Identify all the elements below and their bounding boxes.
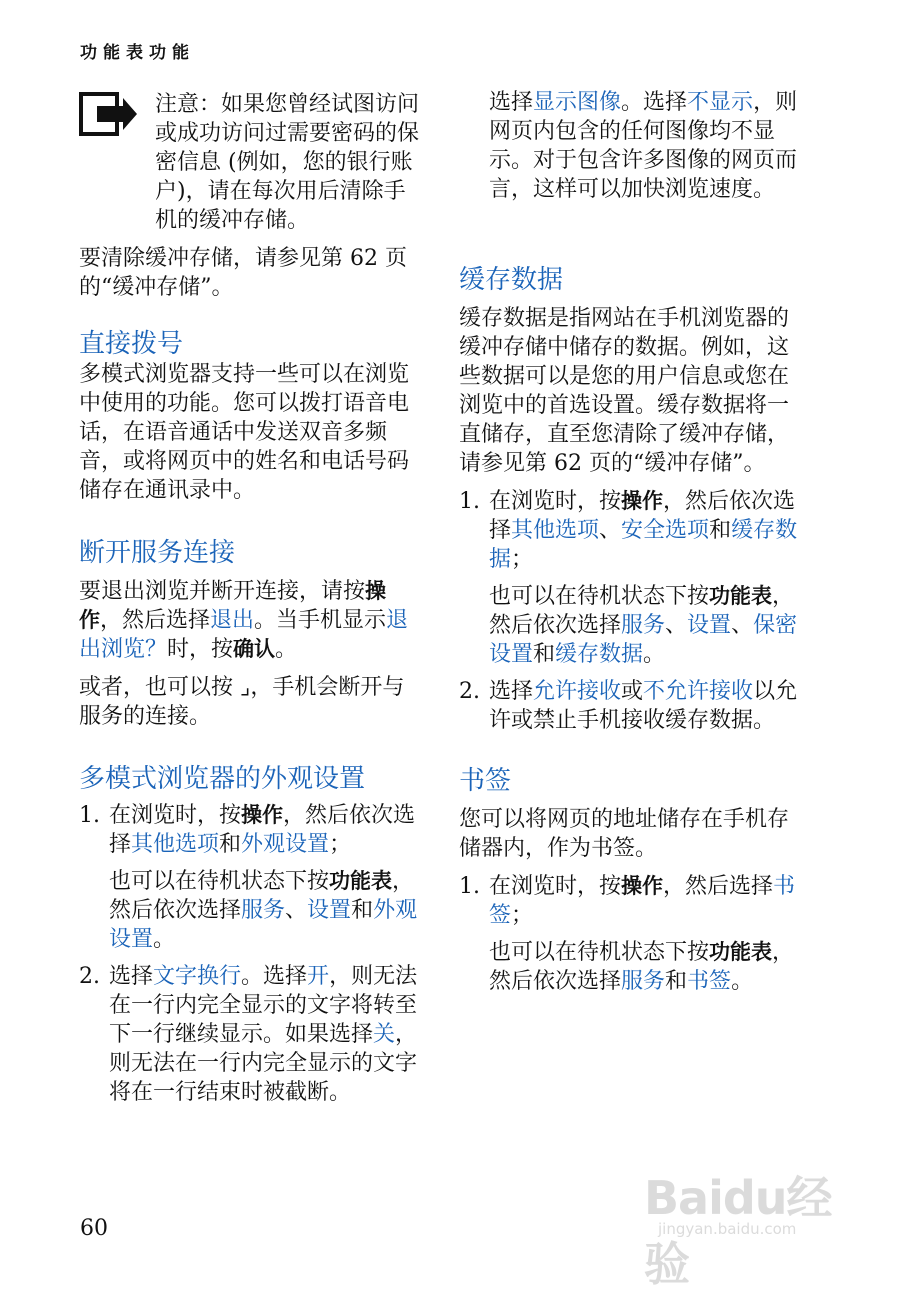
direct-dial-heading: 直接拨号: [79, 329, 184, 359]
disconnect-paragraph: 要退出浏览并断开连接，请按操作，然后选择退出。当手机显示退出浏览？时，按确认。: [79, 579, 409, 662]
note-label: 注意：: [155, 92, 222, 117]
cache-steps: [459, 487, 804, 735]
prompt-exit-browse: 退出浏览？: [79, 608, 409, 662]
disconnect-heading: 断开服务连接: [79, 538, 236, 568]
bookmarks-steps: [459, 872, 804, 996]
bookmarks-intro: 您可以将网页的地址储存在手机存储器内，作为书签。: [459, 807, 790, 861]
right-column-sections: [459, 264, 804, 1004]
list-item: 2. 选择允许接收或不允许接收以允许或禁止手机接收缓存数据。: [459, 679, 798, 733]
cache-intro: 缓存数据是指网站在手机浏览器的缓冲存储中储存的数据。例如，这些数据可以是您的用户信息或您在浏览中的首选设置。缓存数据将一直储存，直至您清除了缓冲存储，请参见第 62 页的“缓冲存储”。: [459, 306, 790, 476]
clear-cache-paragraph: 要清除缓冲存储，请参见第 62 页的“缓冲存储”。: [79, 246, 407, 300]
left-column: [79, 88, 424, 1115]
page-number: 60: [80, 1216, 108, 1241]
softkey-options: 操作: [79, 579, 387, 632]
list-item: 2. 选择文字换行。选择开，则无法在一行内完全显示的文字将转至下一行继续显示。如果选择关，则无法在一行内完全显示的文字将在一行结束时被截断。: [79, 964, 418, 1105]
right-column: [489, 88, 804, 240]
images-paragraph: 选择显示图像。选择不显示，则网页内包含的任何图像均不显示。对于包含许多图像的网页而言，这样可以加快浏览速度。: [489, 90, 798, 202]
list-item: 1. 在浏览时，按操作，然后依次选择其他选项和外观设置； 也可以在待机状态下按功能表，然后依次选择服务、设置和外观设置。: [79, 803, 418, 952]
note-text: 如果您曾经试图访问或成功访问过需要密码的保密信息 (例如，您的银行账户)，请在每次用后清除手机的缓冲存储。: [155, 92, 420, 233]
list-item: 1. 在浏览时，按操作，然后选择书签； 也可以在待机状态下按功能表，然后依次选择服务和书签。: [459, 874, 796, 994]
note-hand-icon: [79, 92, 139, 138]
baidu-watermark: [644, 1150, 866, 1291]
direct-dial-paragraph: 多模式浏览器支持一些可以在浏览中使用的功能。您可以拨打语音电话，在语音通话中发送双音多频音，或将网页中的姓名和电话号码储存在通讯录中。: [79, 362, 410, 503]
watermark-logo: Baidu经验: [644, 1171, 832, 1291]
appearance-heading: 多模式浏览器的外观设置: [79, 764, 366, 794]
list-item: 1. 在浏览时，按操作，然后依次选择其他选项、安全选项和缓存数据； 也可以在待机状态下按功能表，然后依次选择服务、设置、保密设置和缓存数据。: [459, 489, 798, 667]
end-key-paragraph: 或者，也可以按 ⌟，手机会断开与服务的连接。: [79, 675, 405, 729]
softkey-confirm: 确认: [233, 637, 276, 661]
page-header: 功能表功能: [80, 43, 195, 63]
appearance-steps: [79, 801, 424, 1107]
note-block: [79, 88, 424, 235]
cache-heading: 缓存数据: [459, 265, 564, 295]
menu-exit: 退出: [210, 608, 255, 633]
end-key-icon: ⌟: [240, 675, 251, 700]
watermark-url: jingyan.baidu.com: [658, 1220, 797, 1238]
bookmarks-heading: 书签: [459, 766, 512, 796]
